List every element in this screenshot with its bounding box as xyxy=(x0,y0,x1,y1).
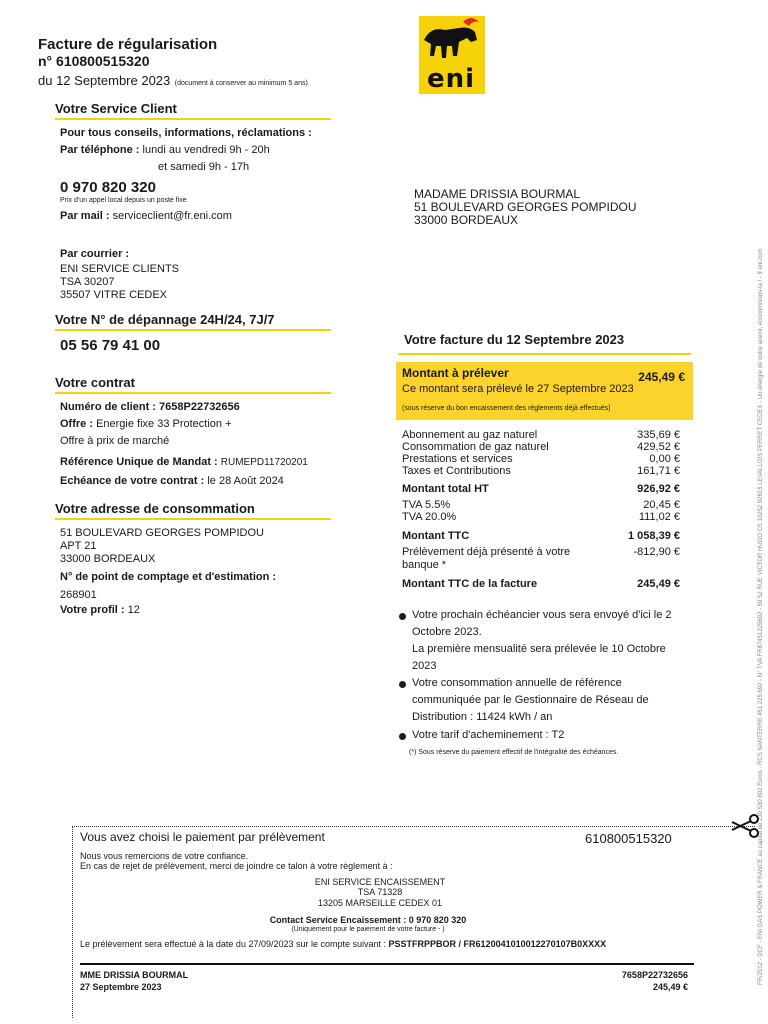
rum-line xyxy=(60,456,308,469)
pce-label: N° de point de comptage et d'estimation : xyxy=(60,571,277,583)
note-1-line-1: Votre prochain échéancier vous sera envoyé d'ici le 2 xyxy=(412,609,672,621)
note-2-line-3: Distribution : 11424 kWh / an xyxy=(412,711,553,723)
note-1-line-4: 2023 xyxy=(412,660,437,672)
offre-value: Energie fixe 33 Protection + xyxy=(96,418,232,430)
client-number-line xyxy=(60,401,240,414)
courrier-line-1: ENI SERVICE CLIENTS xyxy=(60,263,179,275)
pce-value: 268901 xyxy=(60,589,97,601)
invoice-date-line xyxy=(38,72,308,90)
total-ht-value: 926,92 € xyxy=(637,483,680,495)
prelevement-row-2 xyxy=(402,559,680,571)
profil-line xyxy=(60,604,140,617)
client-number-label: Numéro de client : xyxy=(60,401,156,413)
line-label: Consommation de gaz naturel xyxy=(402,441,549,453)
recipient-street: 51 BOULEVARD GEORGES POMPIDOU xyxy=(414,200,637,214)
line-label: TVA 20.0% xyxy=(402,511,457,523)
logo-text: eni xyxy=(427,64,476,94)
line-value: 335,69 € xyxy=(637,429,680,441)
prelevement-label-1: Prélèvement déjà présenté à votre xyxy=(402,546,571,558)
depannage-phone: 05 56 79 41 00 xyxy=(60,337,161,354)
legal-side-text: FR/2012 - DCF - ENI GAS POWER & FRANCE au capital de 239 530 802 Euros - RCS NANTERRE 451 225 692 - N° TVA FR87451225692 - 59 52 RUE VICTOR HUGO CS 10252 92615 LEVALLOIS PERRET CEDEX - Un énergie de notre avenir, économisons-la ! - fr.eni.com xyxy=(758,248,764,985)
offre-label: Offre : xyxy=(60,418,93,430)
contrat-heading: Votre contrat xyxy=(55,375,331,394)
note-3-line-1: Votre tarif d'acheminement : T2 xyxy=(412,729,565,741)
talon-date: 27 Septembre 2023 xyxy=(80,982,162,992)
talon-account: PSSTFRPPBOR / FR6120041010012270107B0XXXX xyxy=(388,939,607,949)
bullet-icon xyxy=(399,733,406,740)
bullet-icon xyxy=(399,613,406,620)
line-consommation xyxy=(402,441,680,453)
service-intro: Pour tous conseils, informations, réclamations : xyxy=(60,127,312,139)
talon-client-ref: 7658P22732656 xyxy=(621,970,688,980)
talon-contact-note: (Uniquement pour le paiement de votre facture - ) xyxy=(291,926,445,933)
total-ht-label: Montant total HT xyxy=(402,483,489,495)
profil-label: Votre profil : xyxy=(60,604,125,616)
note-2-line-1: Votre consommation annuelle de référence xyxy=(412,677,622,689)
prelevement-value: -812,90 € xyxy=(633,546,680,558)
line-taxes xyxy=(402,465,680,477)
talon-ref: 610800515320 xyxy=(585,831,672,846)
notes-block xyxy=(399,609,699,759)
facture-heading: Votre facture du 12 Septembre 2023 xyxy=(398,332,691,355)
talon-contact: Contact Service Encaissement : 0 970 820 320 xyxy=(269,915,467,925)
talon-amount: 245,49 € xyxy=(652,982,688,992)
service-phone: 0 970 820 320 xyxy=(60,179,156,196)
ttc-facture-label: Montant TTC de la facture xyxy=(402,578,538,590)
depannage-heading: Votre N° de dépannage 24H/24, 7J/7 xyxy=(55,312,331,331)
scissors-icon xyxy=(730,812,762,840)
line-value: 429,52 € xyxy=(637,441,680,453)
talon-rejet: En cas de rejet de prélèvement, merci de joindre ce talon à votre règlement à : xyxy=(80,861,393,871)
line-label: Prestations et services xyxy=(402,453,513,465)
total-ht-row xyxy=(402,483,680,495)
rum-value: RUMEPD11720201 xyxy=(220,457,308,468)
ttc-value: 1 058,39 € xyxy=(628,530,680,542)
ttc-facture-row xyxy=(402,578,680,590)
courrier-label: Par courrier : xyxy=(60,248,130,260)
keep-note: (document à conserver au minimum 5 ans) xyxy=(174,80,308,87)
eni-logo xyxy=(419,16,485,94)
talon-client-name: MME DRISSIA BOURMAL xyxy=(80,970,189,980)
consommation-address-2: APT 21 xyxy=(60,540,97,552)
echeance-line xyxy=(60,475,284,488)
invoice-date: du 12 Septembre 2023 xyxy=(38,73,171,88)
talon-title: Vous avez choisi le paiement par prélèvement xyxy=(80,830,325,844)
mail-link[interactable]: serviceclient@fr.eni.com xyxy=(112,210,232,222)
ttc-row xyxy=(402,530,680,542)
prelevement-row xyxy=(402,546,680,558)
prelevement-label-2: banque * xyxy=(402,559,447,571)
consommation-address-1: 51 BOULEVARD GEORGES POMPIDOU xyxy=(60,527,264,539)
talon-address-2: TSA 71328 xyxy=(357,887,403,897)
montant-value: 245,49 € xyxy=(638,370,685,384)
cut-line xyxy=(72,826,755,827)
mail-line xyxy=(60,210,232,223)
footnote: (*) Sous réserve du paiement effectif de l'intégralité des échéances. xyxy=(409,749,619,756)
montant-note: Ce montant sera prélevé le 27 Septembre 2023 xyxy=(402,383,634,395)
note-2-line-2: communiquée par le Gestionnaire de Réseau de xyxy=(412,694,649,706)
offre-line xyxy=(60,418,232,431)
talon-prelev-line xyxy=(80,939,606,949)
talon-thanks: Nous vous remercions de votre confiance. xyxy=(80,851,249,861)
reserve-note: (sous réserve du bon encaissement des règlements déjà effectués) xyxy=(402,405,611,412)
recipient-name: MADAME DRISSIA BOURMAL xyxy=(414,187,581,201)
line-value: 161,71 € xyxy=(637,465,680,477)
service-client-heading: Votre Service Client xyxy=(55,101,331,120)
echeance-label: Echéance de votre contrat : xyxy=(60,475,205,487)
rum-label: Référence Unique de Mandat : xyxy=(60,456,218,468)
invoice-title: Facture de régularisation xyxy=(38,36,218,53)
line-value: 111,02 € xyxy=(638,511,680,523)
phone-label: Par téléphone : xyxy=(60,144,140,156)
cut-line-left xyxy=(72,826,73,1018)
client-number-value: 7658P22732656 xyxy=(159,401,240,413)
ttc-facture-value: 245,49 € xyxy=(637,578,680,590)
courrier-line-2: TSA 30207 xyxy=(60,276,115,288)
line-label: Taxes et Contributions xyxy=(402,465,511,477)
consommation-address-3: 33000 BORDEAUX xyxy=(60,553,156,565)
phone-hours-line xyxy=(60,144,270,157)
consommation-heading: Votre adresse de consommation xyxy=(55,501,331,520)
line-value: 20,45 € xyxy=(643,499,680,511)
talon-prelev-text: Le prélèvement sera effectué à la date du 27/09/2023 sur le compte suivant : xyxy=(80,939,387,949)
six-legged-dog-icon xyxy=(419,16,485,66)
facture-details xyxy=(402,429,680,609)
offre-extra: Offre à prix de marché xyxy=(60,435,170,447)
profil-value: 12 xyxy=(127,604,140,616)
line-value: 0,00 € xyxy=(649,453,680,465)
hours-weekdays: lundi au vendredi 9h - 20h xyxy=(142,144,270,156)
montant-label: Montant à prélever xyxy=(402,366,509,380)
recipient-city: 33000 BORDEAUX xyxy=(414,213,519,227)
line-prestations xyxy=(402,453,680,465)
invoice-number: n° 610800515320 xyxy=(38,53,150,69)
mail-label: Par mail : xyxy=(60,210,110,222)
ttc-label: Montant TTC xyxy=(402,530,470,542)
talon-address-3: 13205 MARSEILLE CEDEX 01 xyxy=(317,898,443,908)
line-label: TVA 5.5% xyxy=(402,499,451,511)
bullet-icon xyxy=(399,681,406,688)
talon-address-1: ENI SERVICE ENCAISSEMENT xyxy=(314,877,446,887)
echeance-value: le 28 Août 2024 xyxy=(207,475,284,487)
note-1-line-2: Octobre 2023. xyxy=(412,626,482,638)
talon-divider xyxy=(80,963,694,965)
note-1-line-3: La première mensualité sera prélevée le 10 Octobre xyxy=(412,643,666,655)
line-abonnement xyxy=(402,429,680,441)
line-tva-55 xyxy=(402,499,680,511)
montant-box xyxy=(396,362,693,420)
line-label: Abonnement au gaz naturel xyxy=(402,429,538,441)
phone-note: Prix d'un appel local depuis un poste fixe xyxy=(60,197,187,204)
hours-saturday: et samedi 9h - 17h xyxy=(158,161,250,173)
line-tva-20 xyxy=(402,511,680,523)
courrier-line-3: 35507 VITRE CEDEX xyxy=(60,289,167,301)
